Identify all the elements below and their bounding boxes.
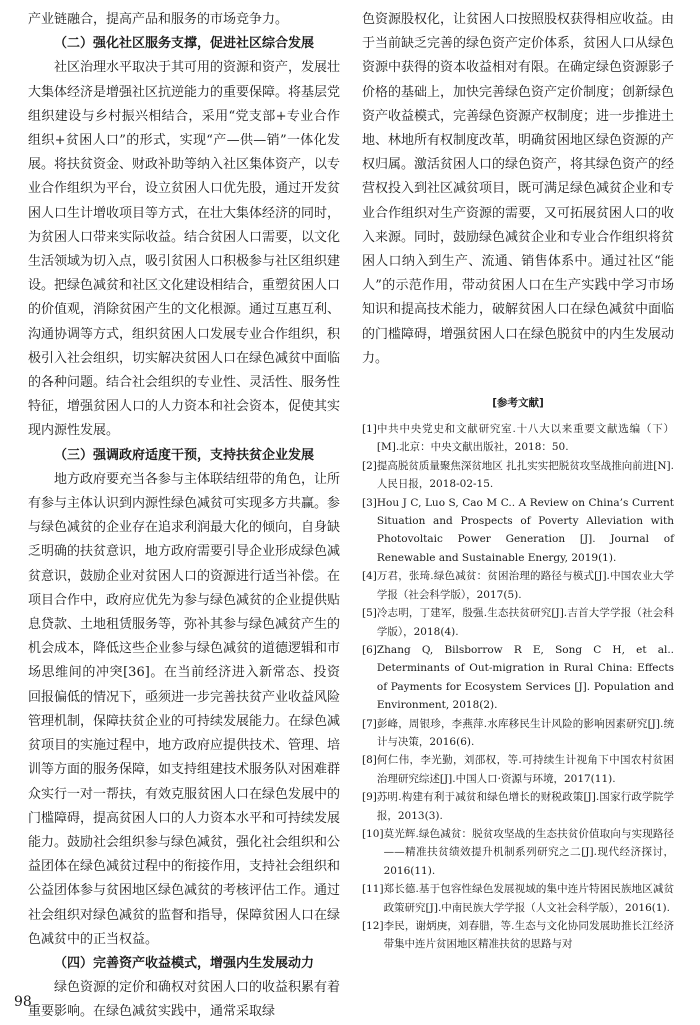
reference-text: 李民，谢炳庚，刘春腊，等.生态与文化协同发展助推长江经济带集中连片贫困地区精准扶贫的思路与对 [383,920,674,951]
right-column [362,8,674,954]
section-heading: （三）强调政府适度干预，支持扶贫企业发展 [54,447,315,463]
reference-item [362,494,674,568]
reference-item [362,751,674,788]
reference-text: 万君，张琦.绿色减贫：贫困治理的路径与模式[J].中国农业大学学报（社会科学版），2017(5). [376,570,674,601]
paragraph: 色资源股权化，让贫困人口按照股权获得相应收益。由于当前缺乏完善的绿色资产定价体系，贫困人口从绿色资源中获得的资本收益相对有限。在确定绿色资源影子价格的基础上，加快完善绿色资产定价制度；创新绿色资产收益模式，完善绿色资源产权制度；进一步推进土地、林地所有权制度改革，明确贫困地区绿色资源的产权归属。激活贫困人口的绿色资产，将其绿色资产的经营权投入到社区减贫项目，既可满足绿色减贫企业和专业合作组织对生产资源的需要，又可拓展贫困人口的收入来源。同时，鼓励绿色减贫企业和专业合作组织将贫困人口纳入到生产、流通、销售体系中。通过社区“能人”的示范作用，带动贫困人口在生产实践中学习市场知识和提高技术能力，破解贫困人口在绿色减贫中面临的门槛障碍，增强贫困人口在绿色脱贫中的内生发展动力。 [362,12,675,366]
section-heading: （二）强化社区服务支撑，促进社区综合发展 [54,36,315,52]
reference-number: [12] [362,920,384,933]
reference-item [362,457,674,494]
reference-text: 中共中央党史和文献研究室.十八大以来重要文献选编（下）[M].北京：中央文献出版社，2018：50. [376,423,674,454]
reference-text: 冷志明，丁建军，殷强.生态扶贫研究[J].吉首大学学报（社会科学版），2018(4). [376,607,674,638]
reference-number: [2] [362,459,377,472]
reference-number: [9] [362,791,377,804]
paragraph: 地方政府要充当各参与主体联结纽带的角色，让所有参与主体认识到内源性绿色减贫可实现多方共赢。参与绿色减贫的企业存在追求利润最大化的倾向，自身缺乏明确的扶贫意识，地方政府需要引导企业形成绿色减贫意识，鼓励企业对贫困人口的资源进行适当补偿。在项目合作中，政府应优先为参与绿色减贫的企业提供贴息贷款、土地租赁服务等，弥补其参与绿色减贫产生的机会成本，降低这些企业参与绿色减贫的道德逻辑和市场思维间的冲突[36]。在当前经济进入新常态、投资回报偏低的情况下，亟须进一步完善扶贫产业收益风险管理机制，保障扶贫企业的可持续发展能力。在绿色减贫项目的实施过程中，地方政府应提供技术、管理、培训等方面的服务保障，如支持组建技术服务队对困难群众实行一对一帮扶，有效克服贫困人口在绿色发展中的门槛障碍，提高贫困人口的人力资本水平和可持续发展能力。鼓励社会组织参与绿色减贫，强化社会组织和公益团体在绿色减贫过程中的衔接作用，支持社会组织和公益团体参与贫困地区绿色减贫的考核评估工作。通过社会组织对绿色减贫的监督和指导，保障贫困人口在绿色减贫中的正当权益。 [28,471,341,947]
reference-text: 提高脱贫质量聚焦深贫地区 扎扎实实把脱贫攻坚战推向前进[N].人民日报，2018-02-15. [376,459,674,491]
reference-text: 苏明.构建有利于减贫和绿色增长的财税政策[J].国家行政学院学报，2013(3). [376,791,674,822]
paragraph: 社区治理水平取决于其可用的资源和资产，发展壮大集体经济是增强社区抗逆能力的重要保障。将基层党组织建设与乡村振兴相结合，采用“党支部+专业合作组织+贫困人口”的形式，实现“产—供—销”一体化发展。将扶贫资金、财政补助等纳入社区集体资产，以专业合作组织为平台，设立贫困人口优先股，通过开发贫困人口生计增收项目等方式，在壮大集体经济的同时，为贫困人口带来实际收益。结合贫困人口需要，以文化生活领域为切入点，吸引贫困人口积极参与社区组织建设。把绿色减贫和社区文化建设相结合，重塑贫困人口的价值观，消除贫困产生的文化根源。通过互惠互利、沟通协调等方式，组织贫困人口发展专业合作组织，积极引入社会组织，切实解决贫困人口在绿色减贫中面临的各种问题。结合社会组织的专业性、灵活性、服务性特征，增强贫困人口的人力资本和社会资本，促使其实现内源性发展。 [28,60,341,439]
reference-text: 彭峰，周银珍，李燕萍.水库移民生计风险的影响因素研究[J].统计与决策，2016(6). [376,717,674,748]
references-title: [参考文献] [492,397,544,410]
reference-number: [1] [362,423,377,436]
page-number: 98 [14,994,32,1010]
reference-number: [11] [362,883,384,896]
reference-list [362,420,674,954]
section-heading: （四）完善资产收益模式，增强内生发展动力 [54,955,315,971]
reference-text: Zhang Q, Bilsborrow R E, Song C H, et al.. Determinants of Out-migration in Rural China: Effects of Payments for Ecosystem Services [J]. Population and Environment, 2018(2). [376,643,674,712]
reference-item [362,567,674,604]
reference-item [362,880,674,917]
reference-number: [3] [362,496,377,509]
reference-item [362,420,674,457]
reference-item [362,825,674,880]
reference-item [362,604,674,641]
paragraph: 产业链融合，提高产品和服务的市场竞争力。 [28,12,289,27]
paragraph: 绿色资源的定价和确权对贫困人口的收益积累有着重要影响。在绿色减贫实践中，通常采取绿 [28,980,341,1020]
reference-item [362,788,674,825]
reference-text: 何仁伟，李光勤，刘邵权，等.可持续生计视角下中国农村贫困治理研究综述[J].中国人口·资源与环境，2017(11). [376,754,674,785]
reference-number: [4] [362,570,377,583]
reference-number: [7] [362,717,377,730]
reference-number: [5] [362,607,377,620]
left-column [28,8,340,1025]
reference-item [362,715,674,752]
reference-text: 郑长德.基于包容性绿色发展视域的集中连片特困民族地区减贫政策研究[J].中南民族大学学报（人文社会科学版），2016(1). [383,883,674,914]
reference-item [362,641,674,715]
reference-text: Hou J C, Luo S, Cao M C.. A Review on China’s Current Situation and Prospects of Poverty Alleviation with Photovoltaic Power Generation [J]. Journal of Renewable and Sustainable Energy, 2019(1). [376,496,674,564]
reference-text: 莫光辉.绿色减贫：脱贫攻坚战的生态扶贫价值取向与实现路径——精准扶贫绩效提升机制系列研究之二[J].现代经济探讨，2016(11). [383,827,674,877]
reference-number: [8] [362,754,377,767]
reference-number: [6] [362,643,377,656]
reference-number: [10] [362,827,384,840]
reference-item [362,917,674,954]
